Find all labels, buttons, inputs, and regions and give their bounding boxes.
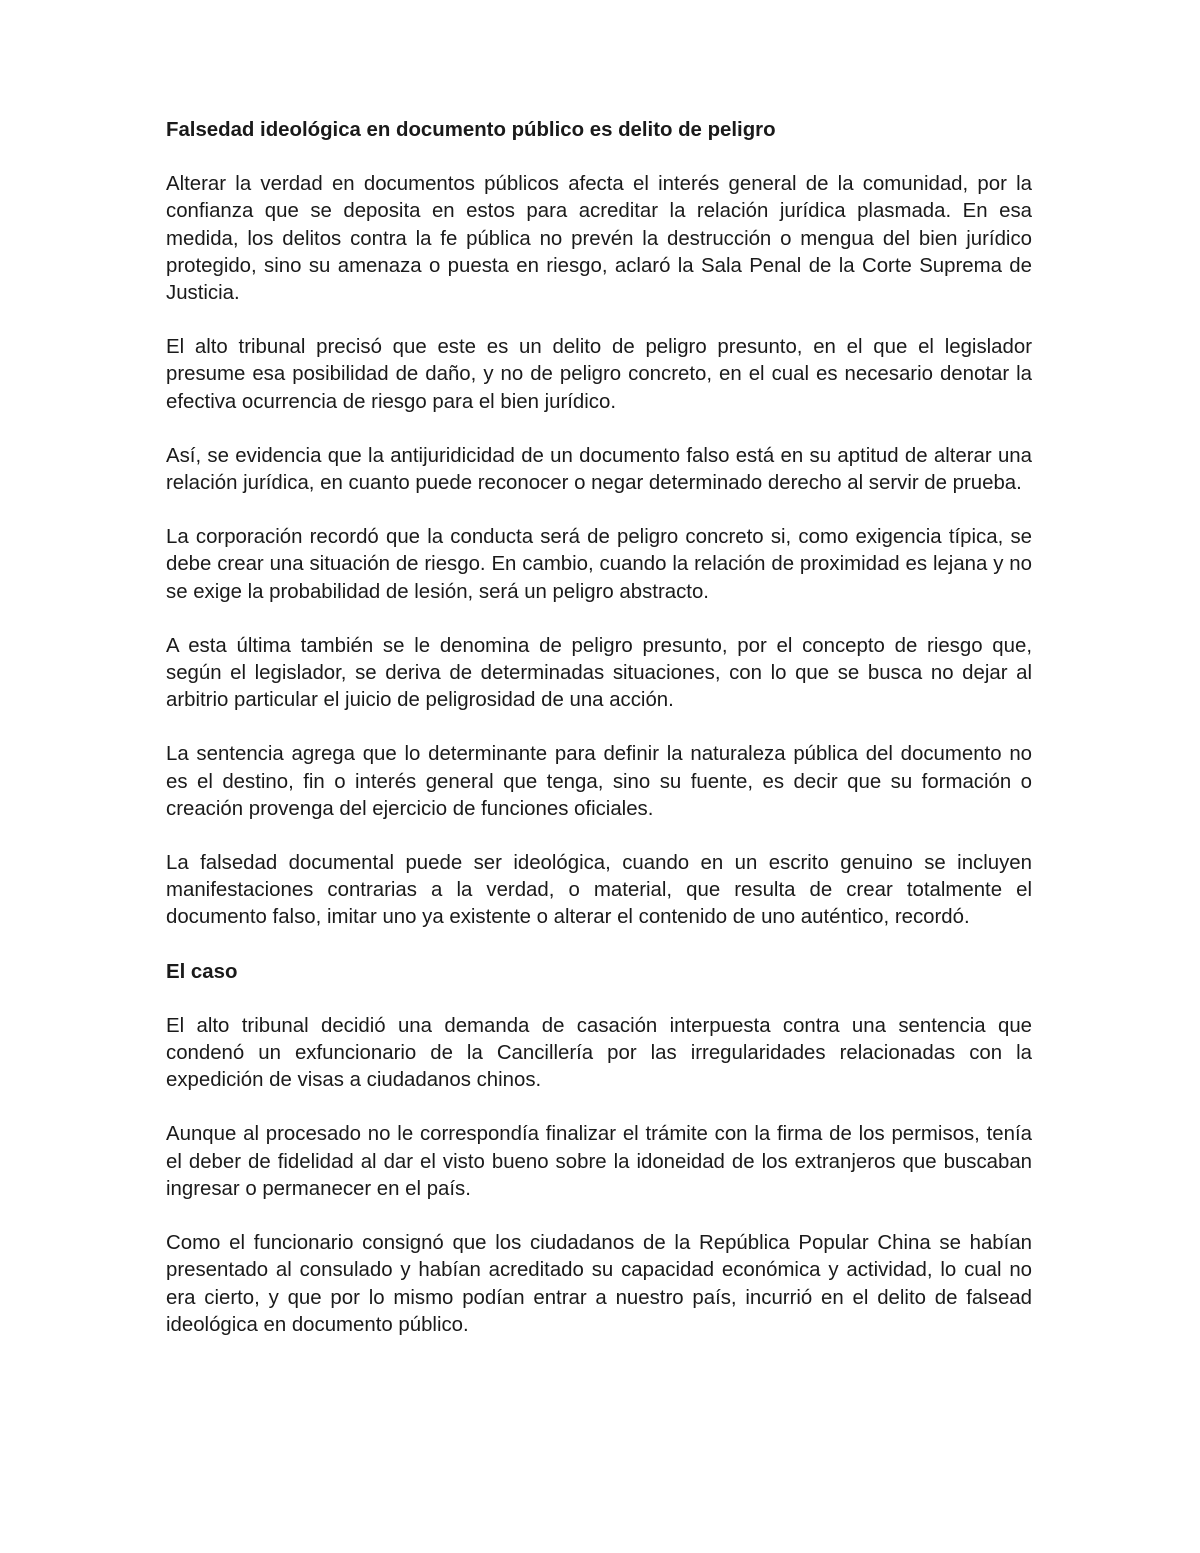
- paragraph-intro-4: La corporación recordó que la conducta será de peligro concreto si, como exigencia típica, se debe crear una situación de riesgo. En cambio, cuando la relación de proximidad es lejana y no se exige la probabilidad de lesión, será un peligro abstracto.: [166, 526, 1032, 603]
- paragraph-case-2: Aunque al procesado no le correspondía finalizar el trámite con la firma de los permisos, tenía el deber de fidelidad al dar el visto bueno sobre la idoneidad de los extranjeros que buscaban ingresar o permanecer en el país.: [166, 1123, 1032, 1200]
- case-heading: El caso: [166, 960, 238, 983]
- paragraph-intro-6: La sentencia agrega que lo determinante para definir la naturaleza pública del documento no es el destino, fin o interés general que tenga, sino su fuente, es decir que su formación o creación provenga del ejercicio de funciones oficiales.: [166, 743, 1032, 820]
- paragraph-intro-2: El alto tribunal precisó que este es un delito de peligro presunto, en el que el legislador presume esa posibilidad de daño, y no de peligro concreto, en el cual es necesario denotar la efectiva ocurrencia de riesgo para el bien jurídico.: [166, 336, 1032, 413]
- paragraph-intro-5: A esta última también se le denomina de peligro presunto, por el concepto de riesgo que, según el legislador, se deriva de determinadas situaciones, con lo que se busca no dejar al arbitrio particular el juicio de peligrosidad de una acción.: [166, 634, 1032, 712]
- paragraph-case-3: Como el funcionario consignó que los ciudadanos de la República Popular China se habían presentado al consulado y habían acreditado su capacidad económica y actividad, lo cual no era cierto, y que por lo mismo podían entrar a nuestro país, incurrió en el delito de falsead ideológica en documento público.: [166, 1232, 1032, 1336]
- paragraph-intro-7: La falsedad documental puede ser ideológica, cuando en un escrito genuino se incluyen manifestaciones contrarias a la verdad, o material, que resulta de crear totalmente el documento falso, imitar uno ya existente o alterar el contenido de uno auténtico, recordó.: [166, 852, 1032, 929]
- paragraph-intro-3: Así, se evidencia que la antijuridicidad de un documento falso está en su aptitud de alterar una relación jurídica, en cuanto puede reconocer o negar determinado derecho al servir de prueba.: [166, 444, 1032, 495]
- document-title: Falsedad ideológica en documento público es delito de peligro: [166, 119, 776, 141]
- paragraph-case-1: El alto tribunal decidió una demanda de casación interpuesta contra una sentencia que condenó un exfuncionario de la Cancillería por las irregularidades relacionadas con la expedición de visas a ciudadanos chinos.: [166, 1014, 1032, 1092]
- document-page: [166, 117, 1032, 1366]
- paragraph-intro-1: Alterar la verdad en documentos públicos afecta el interés general de la comunidad, por la confianza que se deposita en estos para acreditar la relación jurídica plasmada. En esa medida, los delitos contra la fe pública no prevén la destrucción o mengua del bien jurídico protegido, sino su amenaza o puesta en riesgo, aclaró la Sala Penal de la Corte Suprema de Justicia.: [166, 173, 1032, 305]
